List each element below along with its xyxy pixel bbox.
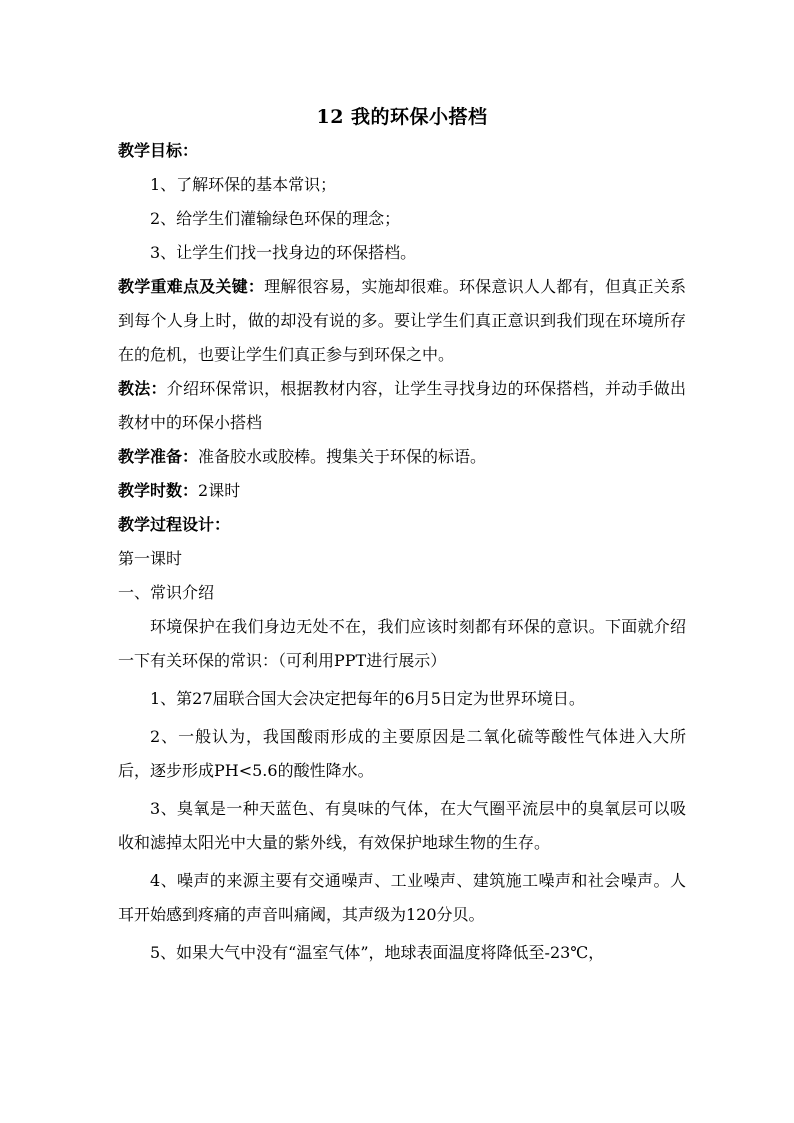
methods-paragraph [118, 372, 686, 440]
key-points-heading: 教学重难点及关键： [118, 277, 265, 296]
objective-item: 1、了解环保的基本常识； [150, 175, 337, 194]
document-page [118, 100, 686, 970]
preparation-text: 准备胶水或胶棒。搜集关于环保的标语。 [198, 447, 487, 466]
process-heading: 教学过程设计： [118, 515, 231, 534]
preparation-heading: 教学准备： [118, 447, 199, 466]
page-title: 12 我的环保小搭档 [316, 106, 488, 128]
fact-paragraph: 5、如果大气中没有“温室气体”，地球表面温度将降低至-23℃， [150, 943, 605, 962]
hours-text: 2课时 [198, 481, 241, 500]
key-points-paragraph [118, 270, 686, 372]
hours-heading: 教学时数： [118, 481, 199, 500]
hours-paragraph [118, 474, 686, 508]
fact-paragraph: 1、第27届联合国大会决定把每年的6月5日定为世界环境日。 [150, 689, 585, 708]
objective-item: 2、给学生们灌输绿色环保的理念； [150, 209, 401, 228]
intro-paragraph: 环境保护在我们身边无处不在，我们应该时刻都有环保的意识。下面就介绍一下有关环保的常识：（可利用PPT进行展示） [118, 617, 686, 670]
key-points-text: 理解很容易，实施却很难。环保意识人人都有，但真正关系到每个人身上时，做的却没有说的多。要让学生们真正意识到我们现在环境所存在的危机，也要让学生们真正参与到环保之中。 [118, 277, 686, 364]
fact-paragraph: 2、一般认为，我国酸雨形成的主要原因是二氧化硫等酸性气体进入大所后，逐步形成PH<5.6的酸性降水。 [118, 727, 686, 780]
methods-text: 介绍环保常识，根据教材内容，让学生寻找身边的环保搭档，并动手做出教材中的环保小搭档 [118, 379, 686, 432]
lesson-label: 第一课时 [118, 549, 183, 568]
section-heading: 一、常识介绍 [118, 583, 215, 602]
fact-paragraph: 4、噪声的来源主要有交通噪声、工业噪声、建筑施工噪声和社会噪声。人耳开始感到疼痛的声音叫痛阈，其声级为120分贝。 [118, 871, 686, 924]
objective-item: 3、让学生们找一找身边的环保搭档。 [150, 243, 417, 262]
objectives-heading: 教学目标： [118, 141, 199, 160]
preparation-paragraph [118, 440, 686, 474]
methods-heading: 教法： [118, 379, 167, 398]
fact-paragraph: 3、臭氧是一种天蓝色、有臭味的气体，在大气圈平流层中的臭氧层可以吸收和滤掉太阳光中大量的紫外线，有效保护地球生物的生存。 [118, 799, 686, 852]
